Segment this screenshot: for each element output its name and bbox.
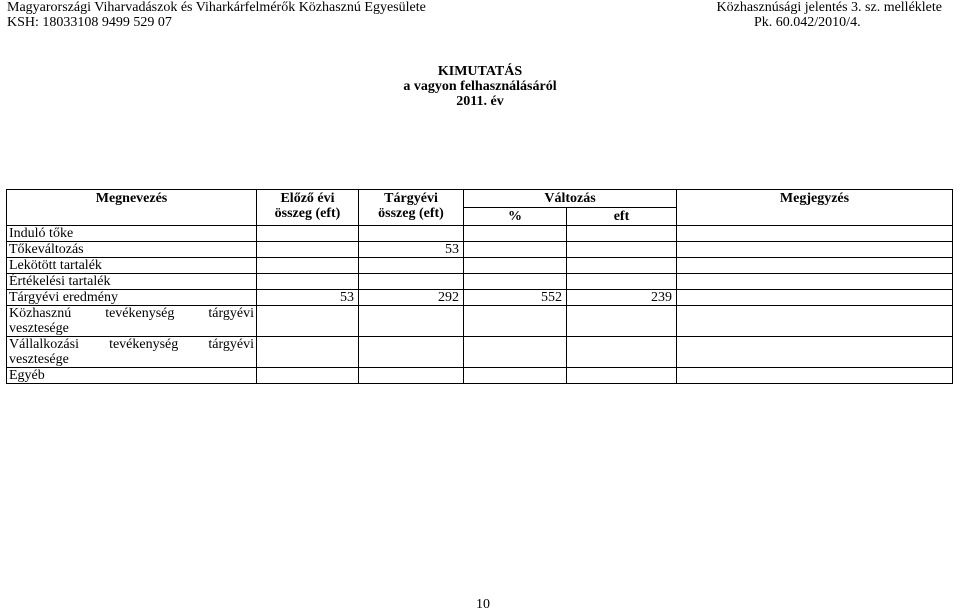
row-label: [7, 337, 257, 368]
cell-eft: [567, 226, 677, 242]
cell-previous: [257, 274, 359, 290]
row-label: Lekötött tartalék: [7, 258, 257, 274]
header-megjegyzes: Megjegyzés: [677, 190, 953, 226]
cell-eft: [567, 337, 677, 368]
cell-current: 292: [359, 290, 464, 306]
cell-current: [359, 337, 464, 368]
cell-note: [677, 368, 953, 384]
cell-eft: [567, 258, 677, 274]
header-megnevezes: Megnevezés: [7, 190, 257, 226]
document-title: [0, 64, 960, 109]
row-label: Értékelési tartalék: [7, 274, 257, 290]
tax-id: KSH: 18033108 9499 529 07: [7, 15, 172, 30]
cell-note: [677, 337, 953, 368]
cell-current: 53: [359, 242, 464, 258]
title-line-3: 2011. év: [456, 94, 504, 109]
row-label-line-2: vesztesége: [9, 321, 69, 336]
cell-previous: [257, 242, 359, 258]
organization-name: Magyarországi Viharvadászok és Viharkárfelmérők Közhasznú Egyesülete: [7, 0, 426, 15]
table-row: [7, 337, 953, 368]
cell-eft: [567, 242, 677, 258]
cell-percent: [464, 274, 567, 290]
header-current-year: [359, 190, 464, 226]
cell-note: [677, 306, 953, 337]
cell-previous: [257, 337, 359, 368]
table-header-row: [7, 190, 953, 208]
table-row: [7, 242, 953, 258]
header-current-year-line-1: Tárgyévi: [384, 191, 438, 206]
header-previous-year-line-2: összeg (eft): [274, 206, 341, 221]
row-label: [7, 306, 257, 337]
row-label: Tőkeváltozás: [7, 242, 257, 258]
page-number: 10: [476, 597, 490, 612]
header-eft: eft: [567, 208, 677, 226]
table-row: [7, 274, 953, 290]
cell-note: [677, 226, 953, 242]
cell-current: [359, 306, 464, 337]
table-row: [7, 290, 953, 306]
row-label-word: tevékenység: [105, 306, 175, 321]
cell-current: [359, 226, 464, 242]
cell-note: [677, 290, 953, 306]
cell-percent: [464, 258, 567, 274]
cell-previous: 53: [257, 290, 359, 306]
row-label-word: Vállalkozási: [9, 337, 79, 352]
row-label: Tárgyévi eredmény: [7, 290, 257, 306]
registry-number: Pk. 60.042/2010/4.: [754, 15, 861, 30]
cell-current: [359, 258, 464, 274]
header-previous-year-line-1: Előző évi: [280, 191, 335, 206]
cell-previous: [257, 258, 359, 274]
row-label-word: tevékenység: [109, 337, 179, 352]
cell-previous: [257, 306, 359, 337]
table-row: [7, 306, 953, 337]
table-row: [7, 368, 953, 384]
table-row: [7, 226, 953, 242]
cell-note: [677, 258, 953, 274]
cell-previous: [257, 226, 359, 242]
row-label-word: tárgyévi: [208, 306, 254, 321]
cell-percent: [464, 226, 567, 242]
cell-current: [359, 274, 464, 290]
cell-note: [677, 274, 953, 290]
cell-eft: 239: [567, 290, 677, 306]
cell-percent: [464, 242, 567, 258]
row-label-word: tárgyévi: [208, 337, 254, 352]
title-line-1: KIMUTATÁS: [437, 64, 523, 79]
header-current-year-line-2: összeg (eft): [378, 206, 444, 221]
cell-current: [359, 368, 464, 384]
row-label: Egyéb: [7, 368, 257, 384]
row-label-line-1: [9, 337, 254, 352]
cell-previous: [257, 368, 359, 384]
row-label: Induló tőke: [7, 226, 257, 242]
row-label-word: Közhasznú: [9, 306, 72, 321]
cell-eft: [567, 368, 677, 384]
cell-percent: [464, 306, 567, 337]
annex-title: Közhasznúsági jelentés 3. sz. melléklete: [716, 0, 942, 15]
header-percent: %: [464, 208, 567, 226]
row-label-line-2: vesztesége: [9, 352, 69, 367]
cell-percent: [464, 337, 567, 368]
cell-percent: [464, 368, 567, 384]
header-valtozas: Változás: [464, 190, 677, 208]
row-label-line-1: [9, 306, 254, 321]
title-line-2: a vagyon felhasználásáról: [403, 79, 557, 94]
table-row: [7, 258, 953, 274]
cell-eft: [567, 274, 677, 290]
cell-percent: 552: [464, 290, 567, 306]
asset-usage-table: [6, 189, 953, 384]
cell-eft: [567, 306, 677, 337]
header-previous-year: [257, 190, 359, 226]
cell-note: [677, 242, 953, 258]
